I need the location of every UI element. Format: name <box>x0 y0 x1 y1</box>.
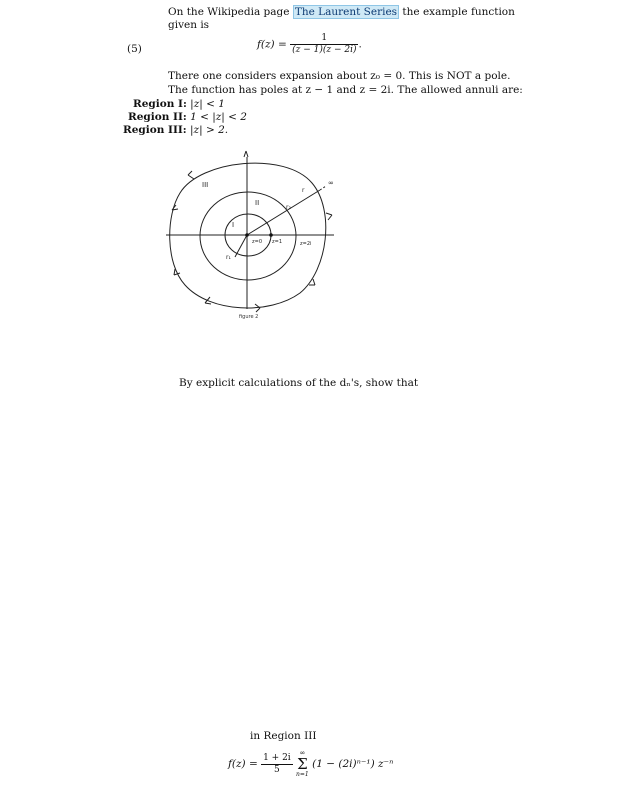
equation-5-numerator: 1 <box>290 33 358 45</box>
equation-5-denominator: (z − 1)(z − 2i) <box>292 45 357 55</box>
final-equation-term: (1 − (2i)ⁿ⁻¹) z⁻ⁿ <box>312 758 394 770</box>
region-1-mark: I <box>232 221 235 229</box>
summation-lower: n=1 <box>296 771 309 778</box>
region-1-label: Region I: <box>133 98 187 110</box>
radius-line-r2 <box>247 190 320 235</box>
region-3-condition: |z| > 2. <box>190 124 229 136</box>
expansion-line-2: The function has poles at z − 1 and z = 2i. The allowed annuli are: <box>168 84 523 96</box>
final-equation <box>228 750 393 778</box>
r-label: r <box>302 187 305 194</box>
final-equation-denominator: 5 <box>274 764 280 775</box>
radius-line-r1 <box>235 235 247 257</box>
intro-line-1 <box>168 5 515 19</box>
final-equation-fraction <box>261 753 293 776</box>
r2-label: r₂ <box>286 204 291 211</box>
final-equation-numerator: 1 + 2i <box>263 752 291 763</box>
equation-5-trail: . <box>358 38 362 51</box>
region-3-mark: III <box>202 181 209 189</box>
final-equation-lhs: f(z) = <box>228 758 258 770</box>
arrow-mark-1 <box>188 171 194 179</box>
equation-5 <box>257 33 362 56</box>
summation <box>296 750 309 778</box>
r1-label: r₁ <box>226 254 231 261</box>
summation-symbol: Σ <box>297 755 308 773</box>
z1-label: z=1 <box>272 239 282 245</box>
origin-point <box>245 233 249 237</box>
equation-number: (5) <box>127 43 142 55</box>
region-1 <box>133 97 225 111</box>
task-line: By explicit calculations of the dₙ's, show that <box>179 377 419 389</box>
intro-line-2: given is <box>168 19 210 31</box>
expansion-line-1: There one considers expansion about z₀ = 0. This is NOT a pole. <box>168 70 511 82</box>
summation-upper: ∞ <box>299 749 306 757</box>
region-2 <box>128 110 247 124</box>
figure-caption: figure 2 <box>239 314 259 320</box>
region-1-condition: |z| < 1 <box>190 98 225 110</box>
region-3-heading: in Region III <box>250 730 317 742</box>
arrow-mark-8 <box>244 151 248 157</box>
intro-text-before-link: On the Wikipedia page <box>168 6 290 18</box>
radius-extension <box>320 186 326 190</box>
region-2-label: Region II: <box>128 111 187 123</box>
equation-5-fraction <box>290 33 358 56</box>
z2i-label: z=2i <box>300 241 312 247</box>
region-3 <box>123 123 228 137</box>
equation-5-lhs: f(z) = <box>257 38 287 51</box>
region-2-mark: II <box>255 199 260 207</box>
region-3-label: Region III: <box>123 124 187 136</box>
z0-label: z=0 <box>252 239 262 245</box>
annuli-figure <box>160 145 345 320</box>
arrow-mark-7 <box>326 213 332 220</box>
region-2-condition: 1 < |z| < 2 <box>190 111 247 123</box>
laurent-series-link[interactable]: The Laurent Series <box>294 6 398 18</box>
intro-text-after-link: the example function <box>402 6 515 18</box>
pole-point <box>269 233 273 237</box>
infinity-label: ∞ <box>328 179 334 187</box>
